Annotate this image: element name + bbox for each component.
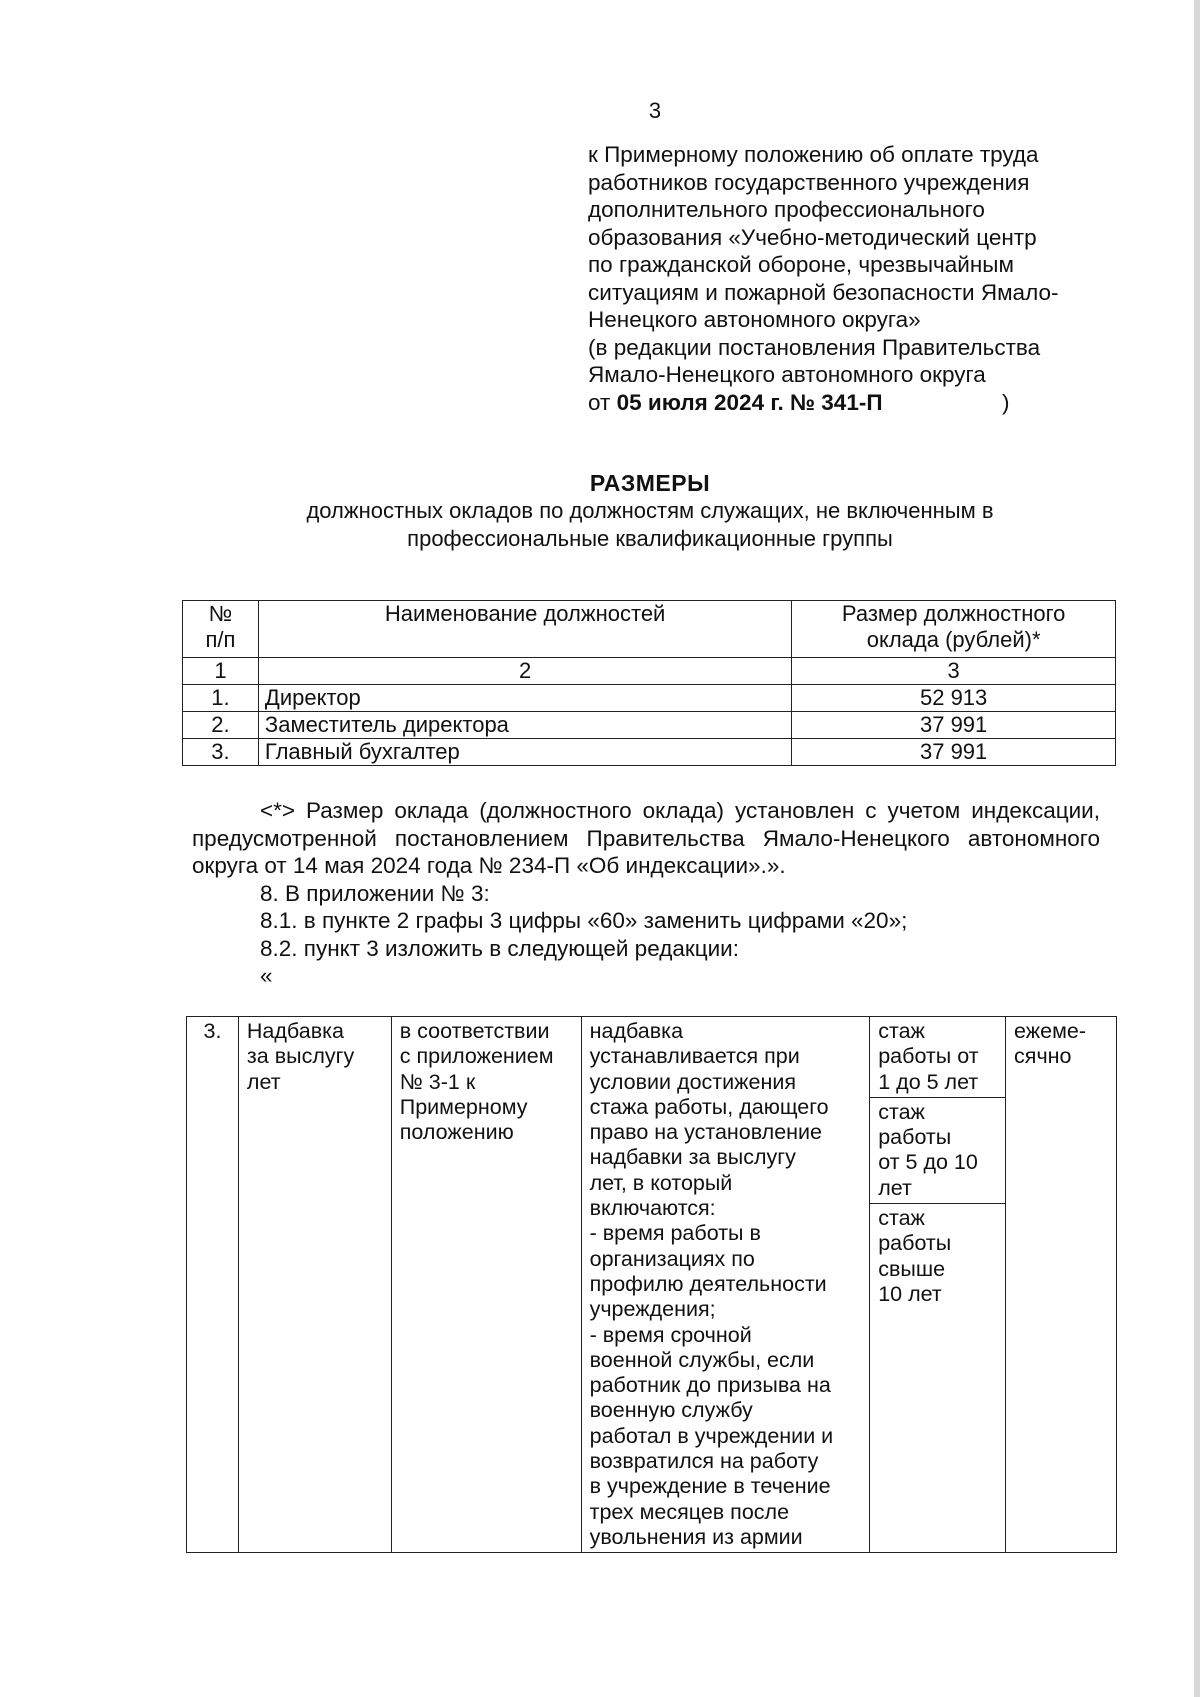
appendix-line: ситуациям и пожарной безопасности Ямало- xyxy=(588,279,1059,305)
header-position-name: Наименование должностей xyxy=(258,601,791,658)
page-number: 3 xyxy=(648,98,662,123)
item-8-1: 8.1. в пункте 2 графы 3 цифры «60» заменить цифрами «20»; xyxy=(260,908,908,933)
column-number: 2 xyxy=(258,658,791,685)
salary-value: 52 913 xyxy=(792,685,1116,712)
bonus-tier: стаж работы от 5 до 10 лет xyxy=(870,1097,1006,1203)
bonus-table xyxy=(186,1016,1117,1553)
salary-table-header-row xyxy=(183,601,1116,658)
position-name: Директор xyxy=(258,685,791,712)
bonus-row-number: 3. xyxy=(187,1017,239,1553)
appendix-header xyxy=(588,141,1128,416)
bonus-tier: стаж работы свыше 10 лет xyxy=(870,1204,1006,1553)
body-paragraphs xyxy=(192,797,1100,990)
item-8: 8. В приложении № 3: xyxy=(260,880,490,906)
table-row xyxy=(183,685,1116,712)
appendix-line: образования «Учебно-методический центр xyxy=(588,224,1037,250)
table-row xyxy=(183,712,1116,739)
salary-table-numbering-row xyxy=(183,658,1116,685)
document-title: РАЗМЕРЫ xyxy=(589,470,711,496)
bonus-tier: стаж работы от 1 до 5 лет xyxy=(870,1017,1006,1098)
scan-edge xyxy=(1194,0,1200,1697)
document-title-block xyxy=(200,469,1100,553)
appendix-line: к Примерному положению об оплате труда xyxy=(588,142,1039,167)
appendix-closing-paren: ) xyxy=(1002,389,1010,415)
appendix-line: работников государственного учреждения xyxy=(588,169,1030,195)
position-name: Главный бухгалтер xyxy=(258,739,791,766)
header-salary: Размер должностного оклада (рублей)* xyxy=(792,601,1116,658)
appendix-line: Ненецкого автономного округа» xyxy=(588,307,921,332)
appendix-date-value: 05 июля 2024 г. № 341-П xyxy=(616,389,883,415)
opening-quote: « xyxy=(260,963,273,988)
footnote-paragraph: <*> Размер оклада (должностного оклада) установлен с учетом индексации, предусмотренной постановлением Правительства Ямало-Ненецкого автономного округа от 14 мая 2024 года № 234-П «Об индексации».». xyxy=(192,798,1100,878)
table-row xyxy=(183,739,1116,766)
document-subtitle-line: должностных окладов по должностям служащих, не включенным в xyxy=(306,498,994,523)
appendix-line: дополнительного профессионального xyxy=(588,197,985,222)
appendix-line: (в редакции постановления Правительства xyxy=(588,334,1041,360)
appendix-line: Ямало-Ненецкого автономного округа xyxy=(588,362,986,387)
item-8-2: 8.2. пункт 3 изложить в следующей редакции: xyxy=(260,935,739,961)
salary-value: 37 991 xyxy=(792,712,1116,739)
bonus-basis: в соответствии с приложением № 3-1 к Примерному положению xyxy=(391,1017,581,1553)
table-row xyxy=(187,1017,1117,1098)
row-number: 2. xyxy=(183,712,259,739)
header-number: № п/п xyxy=(183,601,259,658)
bonus-name: Надбавка за выслугу лет xyxy=(238,1017,391,1553)
appendix-date-line xyxy=(588,389,1128,417)
salary-table xyxy=(182,600,1116,766)
column-number: 1 xyxy=(183,658,259,685)
position-name: Заместитель директора xyxy=(258,712,791,739)
appendix-line: по гражданской обороне, чрезвычайным xyxy=(588,252,1014,277)
column-number: 3 xyxy=(792,658,1116,685)
document-subtitle-line: профессиональные квалификационные группы xyxy=(407,526,893,551)
appendix-date-prefix: от xyxy=(588,389,611,415)
bonus-frequency: ежеме- сячно xyxy=(1006,1017,1117,1553)
bonus-condition: надбавка устанавливается при условии достижения стажа работы, дающего право на установление надбавки за выслугу лет, в который включаются: - время работы в организациях по профилю деятельности учреждения; - время срочной военной службы, если работник до призыва на военную службу работал в учреждении и возвратился на работу в учреждение в течение трех месяцев после увольнения из армии xyxy=(581,1017,870,1553)
row-number: 1. xyxy=(183,685,259,712)
salary-value: 37 991 xyxy=(792,739,1116,766)
row-number: 3. xyxy=(183,739,259,766)
